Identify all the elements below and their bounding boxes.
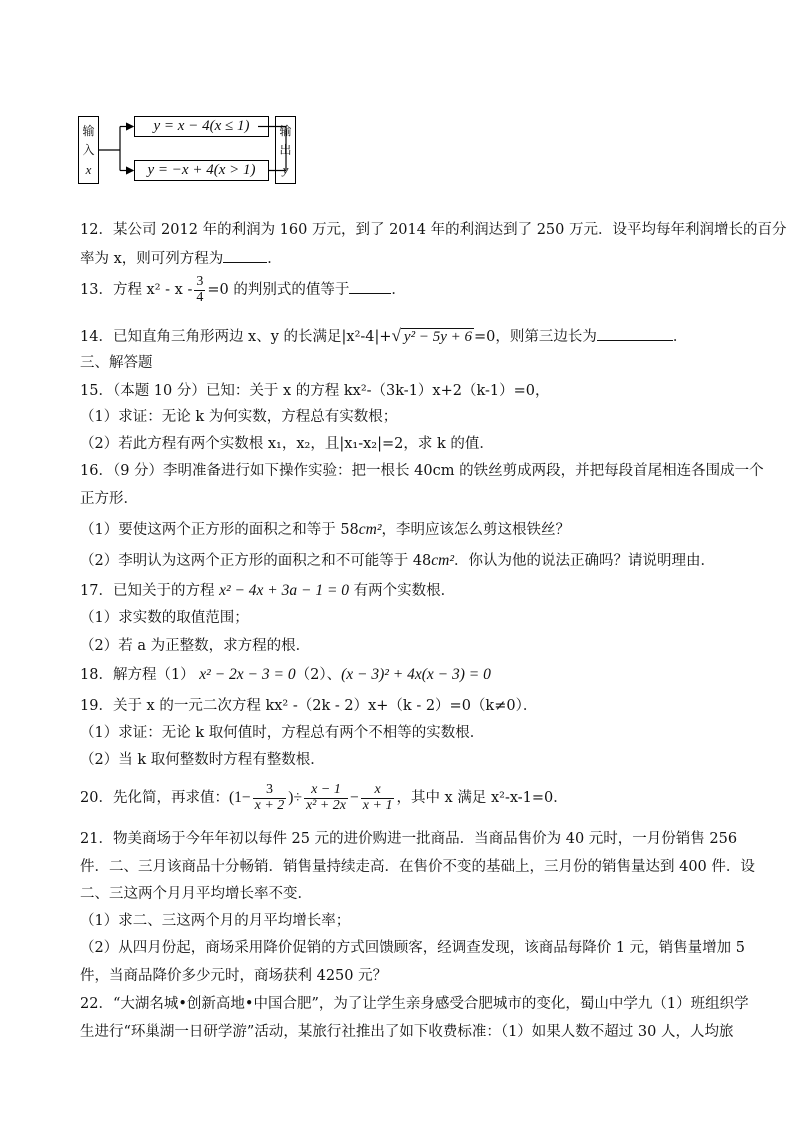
q14-end: ．: [672, 329, 688, 345]
q17-equation: x² − 4x + 3a − 1 = 0: [219, 582, 350, 599]
q12-answer-blank[interactable]: [223, 249, 267, 263]
q19-title: 19．关于 x 的一元二次方程 kx² -（2k - 2）x+（k - 2）=0（k≠0）．: [80, 698, 538, 714]
q20-fraction3: [361, 783, 395, 813]
q20-f3-num: x: [374, 782, 381, 797]
q20-post: ，其中 x 满足 x²-x-1=0．: [396, 790, 568, 807]
q21-part1: （1）求二、三这两个月的月平均增长率；: [80, 913, 351, 929]
q20-f1-den: x + 2: [254, 797, 285, 813]
q13-post: =0 的判别式的值等于: [207, 282, 350, 299]
q20-fraction1: [253, 783, 287, 813]
q15-part2: （2）若此方程有两个实数根 x₁，x₂，且|x₁-x₂|=2，求 k 的值．: [80, 436, 494, 452]
q19-part1: （1）求证：无论 k 取何值时，方程总有两个不相等的实数根．: [80, 725, 485, 741]
input-box: [78, 116, 99, 184]
output-label-1: 输: [279, 123, 292, 138]
q12-line2: [80, 249, 282, 268]
section-heading: 三、解答题: [80, 355, 153, 371]
q13-frac-num: 3: [196, 274, 204, 289]
q21-line3: 二、三这两个月月平均增长率不变．: [80, 886, 312, 902]
q16-part1: [80, 521, 570, 540]
q21-part2-line2: 件，当商品降价多少元时，商场获利 4250 元？: [80, 968, 388, 984]
q12-line1: 12．某公司 2012 年的利润为 160 万元，到了 2014 年的利润达到了 250 万元．设平均每年利润增长的百分: [80, 222, 787, 238]
input-label-2: 入: [82, 142, 95, 157]
q14-post: =0，则第三边长为: [473, 329, 597, 345]
q21-line2: 件．二、三月该商品十分畅销．销售量持续走高．在售价不变的基础上，三月份的销售量达到 400 件．设: [80, 859, 755, 875]
q18-equation2: (x − 3)² + 4x(x − 3) = 0: [341, 666, 491, 683]
q17-part2: （2）若 a 为正整数，求方程的根．: [80, 638, 311, 654]
q21-line1: 21．物美商场于今年年初以每件 25 元的进价购进一批商品．当商品售价为 40 元时，一月份销售 256: [80, 831, 738, 847]
q16-p2-post: ．你认为他的说法正确吗？请说明理由．: [454, 553, 716, 569]
q13-answer-blank[interactable]: [349, 280, 391, 294]
q13-end: ．: [391, 282, 406, 299]
branch-box-x-gt-1: y = −x + 4(x > 1): [134, 160, 269, 181]
q16-p2-pre: （2）李明认为这两个正方形的面积之和不可能等于 48: [80, 553, 432, 569]
q16-p1-unit: cm²: [358, 521, 382, 538]
q18-line: [80, 666, 491, 685]
q20-f2-den: x² + 2x: [305, 797, 347, 813]
q22-line2: 生进行“环巢湖一日研学游”活动，某旅行社推出了如下收费标准：（1）如果人数不超过 30 人，人均旅: [80, 1024, 734, 1040]
q17-post: 有两个实数根．: [353, 583, 456, 599]
q16-line2: 正方形．: [80, 491, 138, 507]
q14-pre: 14．已知直角三角形两边 x、y 的长满足|x²-4|+: [80, 329, 392, 345]
q14-sqrt: √ y² − 5y + 6: [391, 326, 472, 345]
q16-p1-pre: （1）要使这两个正方形的面积之和等于 58: [80, 522, 359, 538]
q15-title: 15．（本题 10 分）已知：关于 x 的方程 kx²-（3k-1）x+2（k-1）=0，: [80, 383, 550, 399]
input-variable: x: [85, 161, 92, 177]
q20-term1-open: (1−: [228, 789, 251, 807]
q14-radicand: y² − 5y + 6: [401, 328, 474, 345]
input-label-1: 输: [82, 123, 95, 138]
q21-part2-line1: （2）从四月份起，商场采用降价促销的方式回馈顾客，经调查发现，该商品每降价 1 元，销售量增加 5: [80, 940, 745, 956]
q14-answer-blank[interactable]: [597, 327, 673, 341]
q18-equation1: x² − 2x − 3 = 0: [199, 666, 296, 683]
q12-text: 率为 x，则可列方程为: [80, 251, 224, 267]
q13-line: [80, 275, 406, 305]
q14-line: [80, 326, 687, 346]
q16-line1: 16．（9 分）李明准备进行如下操作实验：把一根长 40cm 的铁丝剪成两段，并把每段首尾相连各围成一个: [80, 463, 764, 479]
q18-pre: 18．解方程（1）: [80, 667, 195, 683]
q20-f3-den: x + 1: [362, 797, 393, 813]
q20-f2-num: x − 1: [311, 782, 341, 797]
q18-mid: （2）、: [295, 667, 342, 683]
q15-part1: （1）求证：无论 k 为何实数，方程总有实数根；: [80, 409, 398, 425]
q16-p1-post: ，李明应该怎么剪这根铁丝？: [381, 522, 571, 538]
q20-f1-num: 3: [265, 782, 273, 797]
q20-pre: 20．先化简，再求值：: [80, 790, 229, 807]
q20-term1-close: )÷: [288, 789, 302, 807]
q16-p2-unit: cm²: [431, 552, 455, 569]
q17-part1: （1）求实数的取值范围；: [80, 610, 249, 626]
branch-box-x-le-1: y = x − 4(x ≤ 1): [134, 116, 269, 137]
q12-end: ．: [267, 251, 282, 267]
output-variable: y: [282, 161, 289, 177]
output-label-2: 出: [279, 142, 292, 157]
q20-line: [80, 783, 568, 813]
q16-part2: [80, 552, 715, 571]
q22-line1: 22．“大湖名城•创新高地•中国合肥”，为了让学生亲身感受合肥城市的变化，蜀山中学九（1）班组织学: [80, 996, 749, 1012]
q13-fraction: [194, 275, 205, 305]
q13-pre: 13．方程 x² - x -: [80, 282, 193, 299]
q20-fraction2: [304, 783, 348, 813]
q20-minus: −: [350, 789, 359, 807]
q13-frac-den: 4: [196, 289, 204, 305]
q19-part2: （2）当 k 取何整数时方程有整数根．: [80, 752, 325, 768]
piecewise-flowchart: [78, 113, 308, 187]
output-box: [275, 116, 296, 184]
q17-pre: 17．已知关于的方程: [80, 583, 215, 599]
q17-title: [80, 582, 455, 601]
